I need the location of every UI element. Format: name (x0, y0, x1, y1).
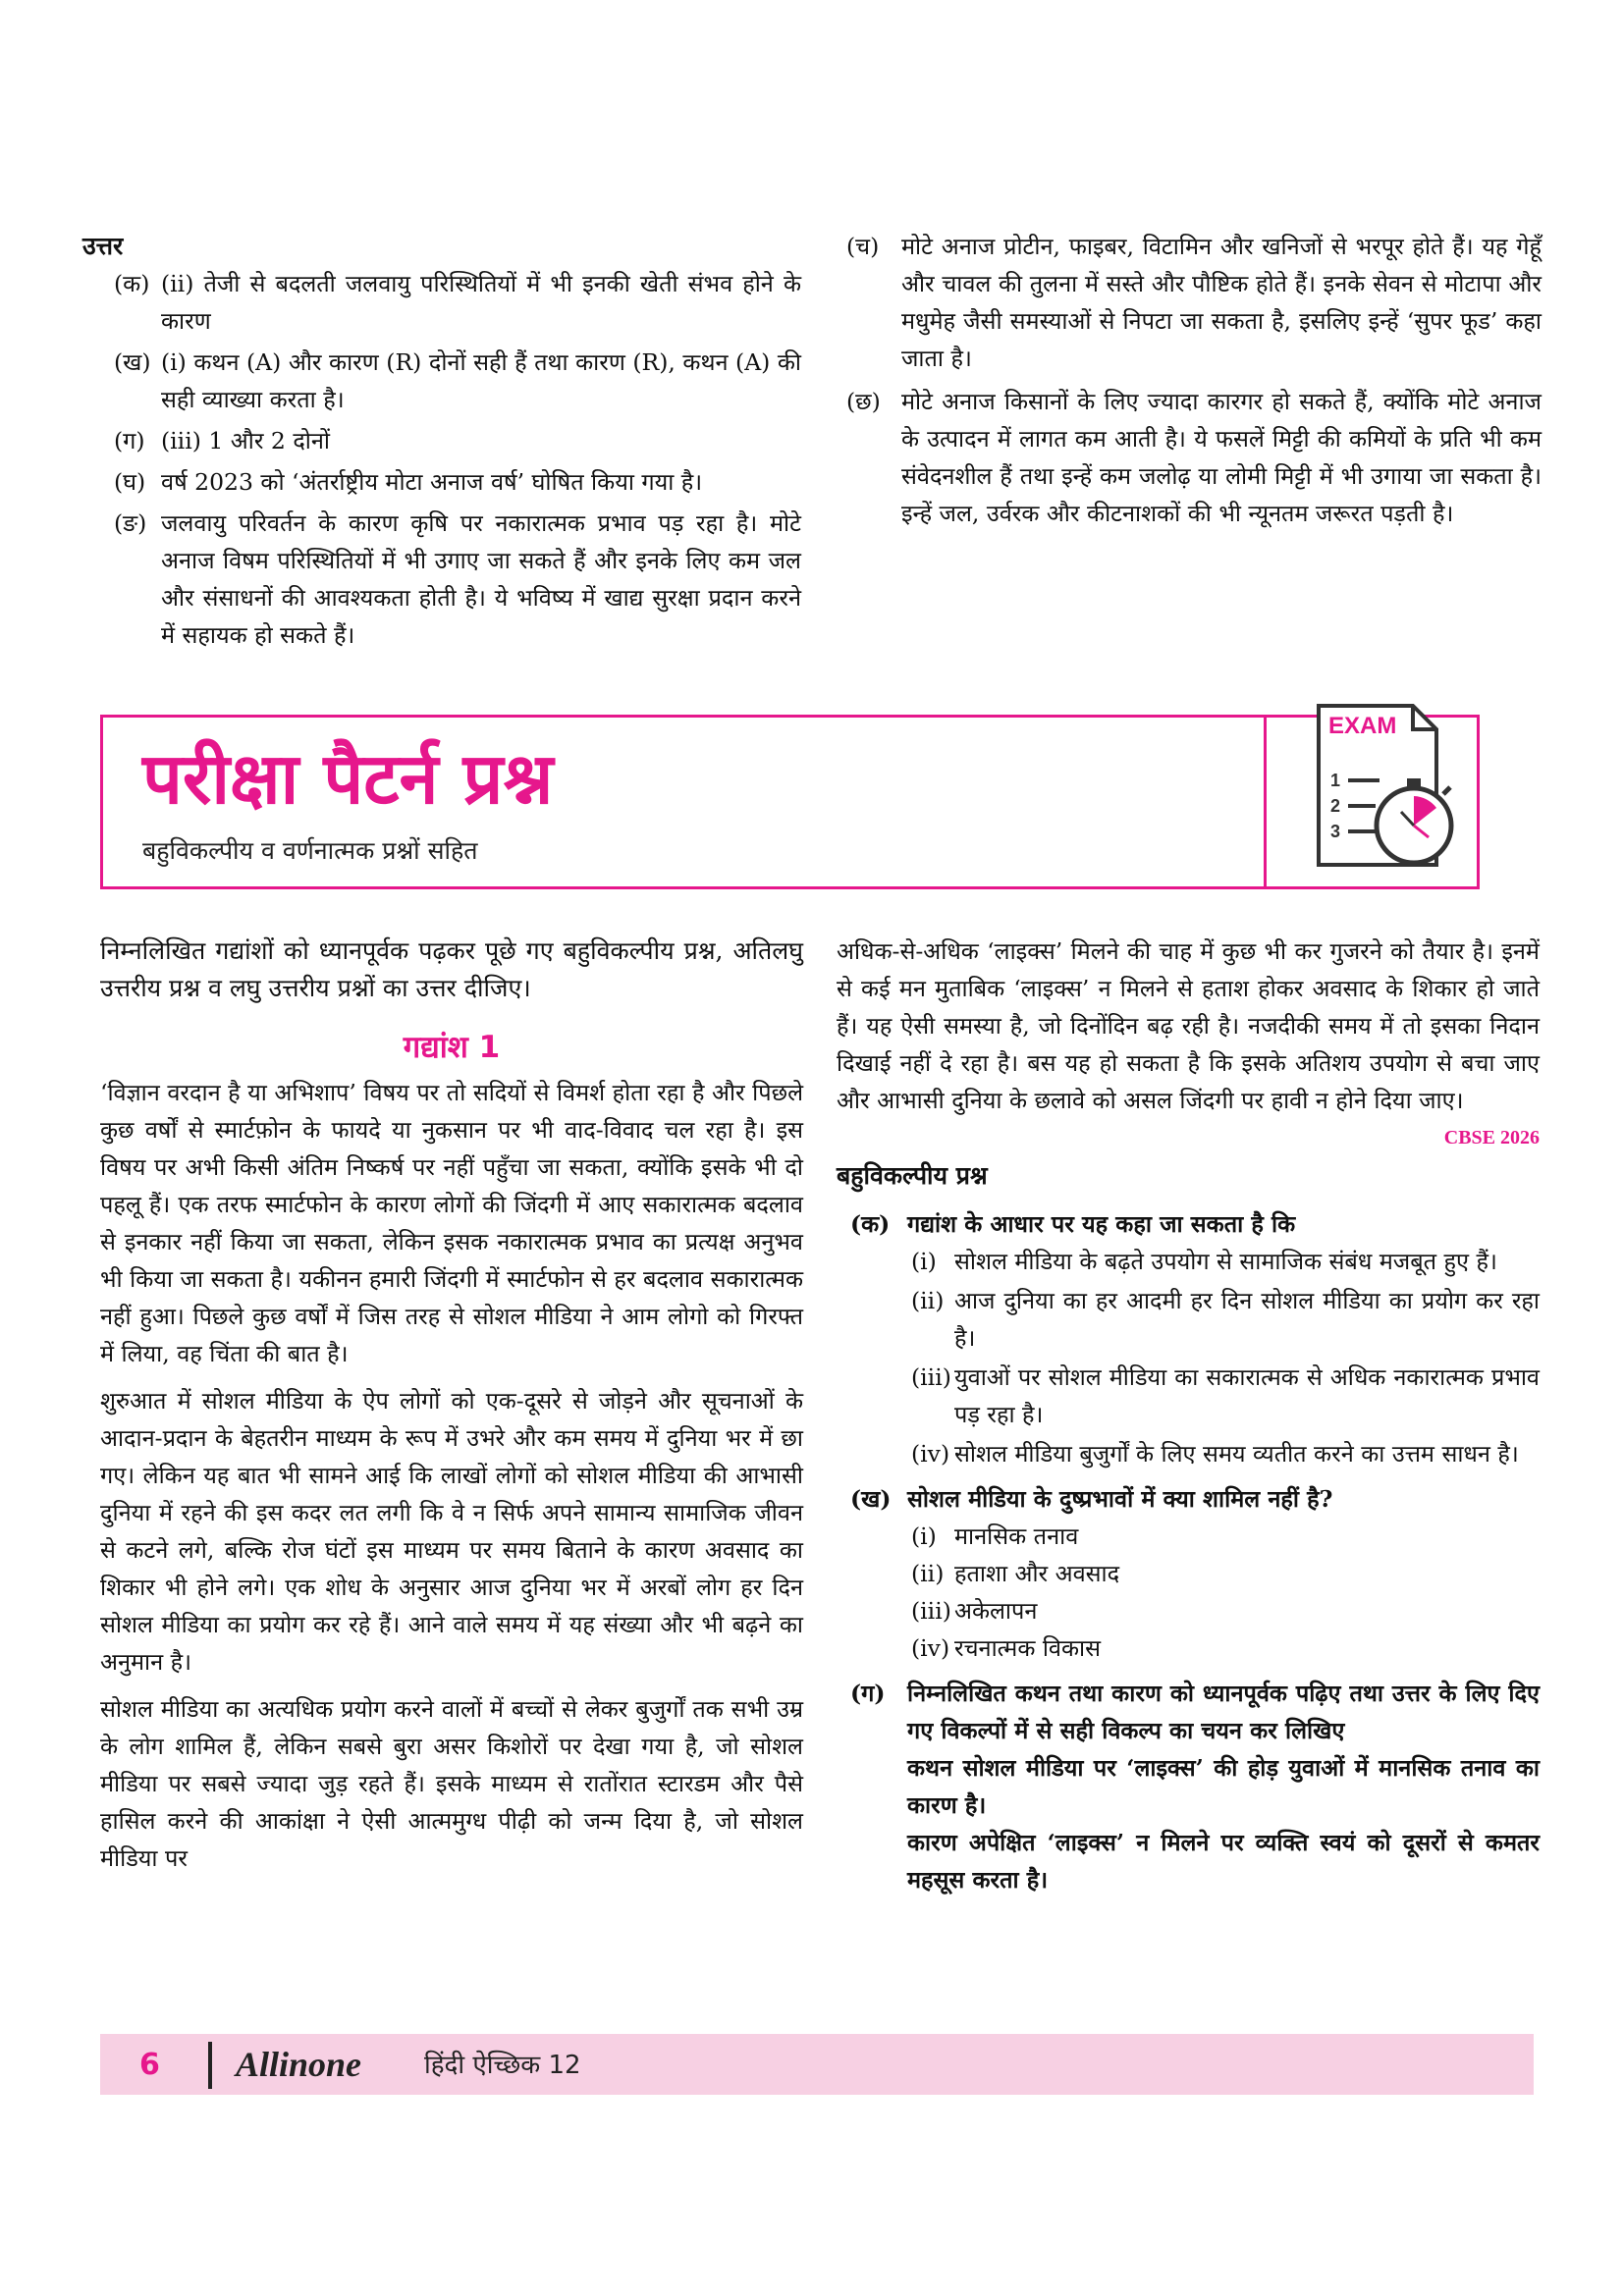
answer-item (114, 265, 801, 340)
option-text: युवाओं पर सोशल मीडिया का सकारात्मक से अधिक नकारात्मक प्रभाव पड़ रहा है। (954, 1363, 1540, 1428)
answer-label: (छ) (846, 388, 881, 415)
answer-text: (i) कथन (A) और कारण (R) दोनों सही हैं तथा कारण (R), कथन (A) की सही व्याख्या करता है। (161, 348, 801, 413)
question-text: निम्नलिखित कथन तथा कारण को ध्यानपूर्वक पढ़िए तथा उत्तर के लिए दिए गए विकल्पों में से सही विकल्प का चयन कर लिखिए (907, 1680, 1540, 1744)
mcq-question (850, 1675, 1540, 1898)
option-text: अकेलापन (954, 1597, 1038, 1625)
question-label: (ख) (850, 1485, 892, 1513)
option-item (911, 1629, 1540, 1667)
question-text: गद्यांश के आधार पर यह कहा जा सकता है कि (907, 1210, 1296, 1238)
option-item (911, 1243, 1540, 1280)
question-label: (ग) (850, 1680, 886, 1707)
option-number: (iii) (911, 1363, 951, 1391)
option-item (911, 1359, 1540, 1433)
passage-paragraph: शुरुआत में सोशल मीडिया के ऐप लोगों को एक-दूसरे से जोड़ने और सूचनाओं के आदान-प्रदान के बेहतरीन माध्यम के रूप में उभरे और कम समय में दुनिया भर में छा गए। लेकिन यह बात भी सामने आई कि लाखों लोगों को सोशल मीडिया की आभासी दुनिया में रहने की इस कदर लत लगी कि वे न सिर्फ अपने सामान्य सामाजिक जीवन से कटने लगे, बल्कि रोज घंटों इस माध्यम पर समय बिताने के कारण अवसाद का शिकार भी होने लगे। एक शोध के अनुसार आज दुनिया भर में अरबों लोग हर दिन सोशल मीडिया का प्रयोग कर रहे हैं। आने वाले समय में यह संख्या और भी बढ़ने का अनुमान है। (100, 1387, 803, 1676)
option-list (911, 1243, 1540, 1472)
answer-label: (च) (846, 233, 880, 260)
answer-item (114, 344, 801, 418)
option-item (911, 1435, 1540, 1472)
answer-text: मोटे अनाज किसानों के लिए ज्यादा कारगर हो सकते हैं, क्योंकि मोटे अनाज के उत्पादन में लागत कम आती है। ये फसलें मिट्टी की कमियों के प्रति भी कम संवेदनशील हैं तथा इन्हें कम जलोढ़ या लोमी मिट्टी में भी उगाया जा सकता है। इन्हें जल, उर्वरक और कीटनाशकों की भी न्यूनतम जरूरत पड़ती है। (901, 388, 1542, 527)
option-text: हताशा और अवसाद (954, 1560, 1120, 1587)
option-list (911, 1518, 1540, 1667)
option-number: (iii) (911, 1597, 951, 1625)
answers-right-column (846, 228, 1542, 532)
question-text: सोशल मीडिया के दुष्प्रभावों में क्या शामिल नहीं है? (907, 1485, 1333, 1513)
option-item (911, 1518, 1540, 1555)
banner-divider (1264, 718, 1267, 886)
reason-text: अपेक्षित ‘लाइक्स’ न मिलने पर व्यक्ति स्वयं को दूसरों से कमतर महसूस करता है। (907, 1829, 1541, 1894)
option-number: (i) (911, 1248, 937, 1275)
exam-clipboard-stopwatch-icon (1281, 698, 1468, 884)
answer-item (114, 505, 801, 654)
banner-title: परीक्षा पैटर्न प्रश्न (142, 737, 554, 820)
answer-text: वर्ष 2023 को ‘अंतर्राष्ट्रीय मोटा अनाज वर्ष’ घोषित किया गया है। (161, 468, 703, 496)
passage-heading: गद्यांश 1 (403, 1030, 501, 1065)
brand-logo: Allinone (236, 2045, 362, 2084)
passage-paragraph: सोशल मीडिया का अत्यधिक प्रयोग करने वालों में बच्चों से लेकर बुजुर्गों तक सभी उम्र के लोग शामिल हैं, लेकिन सबसे बुरा असर किशोरों पर देखा गया है, जो सोशल मीडिया पर सबसे ज्यादा जुड़ रहते हैं। इसके माध्यम से रातोंरात स्टारडम और पैसे हासिल करने की आकांक्षा ने ऐसी आत्ममुग्ध पीढ़ी को जन्म दिया है, जो सोशल मीडिया पर (100, 1695, 803, 1872)
mcq-question (850, 1480, 1540, 1667)
answer-text: (ii) तेजी से बदलती जलवायु परिस्थितियों में भी इनकी खेती संभव होने के कारण (161, 270, 801, 335)
option-text: आज दुनिया का हर आदमी हर दिन सोशल मीडिया का प्रयोग कर रहा है। (954, 1287, 1540, 1352)
option-text: मानसिक तनाव (954, 1522, 1079, 1550)
right-column (837, 933, 1540, 1898)
option-number: (ii) (911, 1560, 945, 1587)
option-item (911, 1592, 1540, 1629)
option-item (911, 1555, 1540, 1592)
statement-label: कथन (907, 1754, 953, 1782)
statement-text: सोशल मीडिया पर ‘लाइक्स’ की होड़ युवाओं में मानसिक तनाव का कारण है। (907, 1754, 1541, 1819)
instruction-text: निम्नलिखित गद्यांशों को ध्यानपूर्वक पढ़कर पूछे गए बहुविकल्पीय प्रश्न, अतिलघु उत्तरीय प्रश्न व लघु उत्तरीय प्रश्नों का उत्तर दीजिए। (100, 936, 803, 1002)
answer-label: (घ) (114, 468, 146, 496)
answer-text: मोटे अनाज प्रोटीन, फाइबर, विटामिन और खनिजों से भरपूर होते हैं। यह गेहूँ और चावल की तुलना में सस्ते और पौष्टिक होते हैं। इनके सेवन से मोटापा और मधुमेह जैसी समस्याओं से निपटा जा सकता है, इसलिए इन्हें ‘सुपर फूड’ कहा जाता है। (901, 233, 1542, 372)
answer-item (114, 422, 801, 459)
page-number: 6 (139, 2048, 160, 2082)
answer-label: (ङ) (114, 509, 147, 537)
passage-paragraph: ‘विज्ञान वरदान है या अभिशाप’ विषय पर तो सदियों से विमर्श होता रहा है और पिछले कुछ वर्षों से स्मार्टफ़ोन के फायदे या नुकसान पर भी वाद-विवाद चल रहा है। इस विषय पर अभी किसी अंतिम निष्कर्ष पर नहीं पहुँचा जा सकता, क्योंकि इसके भी दो पहलू हैं। एक तरफ स्मार्टफोन के कारण लोगों की जिंदगी में आए सकारात्मक बदलाव से इनकार नहीं किया जा सकता, लेकिन इसक नकारात्मक प्रभाव का प्रत्यक्ष अनुभव भी किया जा सकता है। यकीनन हमारी जिंदगी में स्मार्टफोन से हर बदलाव सकारात्मक नहीं हुआ। पिछले कुछ वर्षों में जिस तरह से सोशल मीडिया ने आम लोगो को गिरफ्त में लिया, वह चिंता की बात है। (100, 1079, 803, 1367)
option-number: (iv) (911, 1634, 950, 1662)
list-number: 1 (1330, 771, 1341, 790)
answers-left-column (82, 228, 801, 654)
answer-label: (ख) (114, 348, 151, 376)
exam-pattern-banner (100, 715, 1480, 889)
exam-label: EXAM (1328, 713, 1397, 739)
option-text: रचनात्मक विकास (954, 1634, 1102, 1662)
option-text: सोशल मीडिया के बढ़ते उपयोग से सामाजिक संबंध मजबूत हुए हैं। (954, 1248, 1497, 1275)
mcq-question (850, 1205, 1540, 1472)
book-title: हिंदी ऐच्छिक 12 (424, 2051, 581, 2080)
option-number: (iv) (911, 1440, 950, 1468)
answer-item (846, 228, 1542, 377)
footer-divider (208, 2042, 212, 2089)
answer-item (846, 383, 1542, 532)
passage-continued: अधिक-से-अधिक ‘लाइक्स’ मिलने की चाह में कुछ भी कर गुजरने को तैयार है। इनमें से कई मन मुताबिक ‘लाइक्स’ न मिलने से हताश होकर अवसाद के शिकार हो जाते हैं। यह ऐसी समस्या है, जो दिनोंदिन बढ़ रही है। नजदीकी समय में तो इसका निदान दिखाई नहीं दे रहा है। बस यह हो सकता है कि इसके अतिशय उपयोग से बचा जाए और आभासी दुनिया के छलावे को असल जिंदगी पर हावी न होने दिया जाए। (837, 937, 1540, 1114)
option-number: (ii) (911, 1287, 945, 1314)
answer-label: (ग) (114, 427, 145, 454)
list-number: 2 (1330, 796, 1341, 816)
list-number: 3 (1330, 822, 1341, 841)
answer-item (114, 463, 801, 501)
reason-label: कारण (907, 1829, 957, 1856)
answer-text: (iii) 1 और 2 दोनों (161, 427, 331, 454)
option-text: सोशल मीडिया बुजुर्गों के लिए समय व्यतीत करने का उत्तम साधन है। (954, 1440, 1519, 1468)
exam-tag: CBSE 2026 (1443, 1127, 1540, 1148)
banner-subtitle: बहुविकल्पीय व वर्णनात्मक प्रश्नों सहित (142, 836, 478, 865)
option-number: (i) (911, 1522, 937, 1550)
answers-heading: उत्तर (82, 232, 124, 260)
question-label: (क) (850, 1210, 891, 1238)
footer-bar (100, 2034, 1534, 2095)
answer-text: जलवायु परिवर्तन के कारण कृषि पर नकारात्मक प्रभाव पड़ रहा है। मोटे अनाज विषम परिस्थितियों में भी उगाए जा सकते हैं और इनके लिए कम जल और संसाधनों की आवश्यकता होती है। ये भविष्य में खाद्य सुरक्षा प्रदान करने में सहायक हो सकते हैं। (161, 509, 801, 649)
option-item (911, 1282, 1540, 1357)
left-column (100, 933, 803, 1877)
mcq-heading: बहुविकल्पीय प्रश्न (837, 1161, 988, 1190)
answer-label: (क) (114, 270, 150, 297)
